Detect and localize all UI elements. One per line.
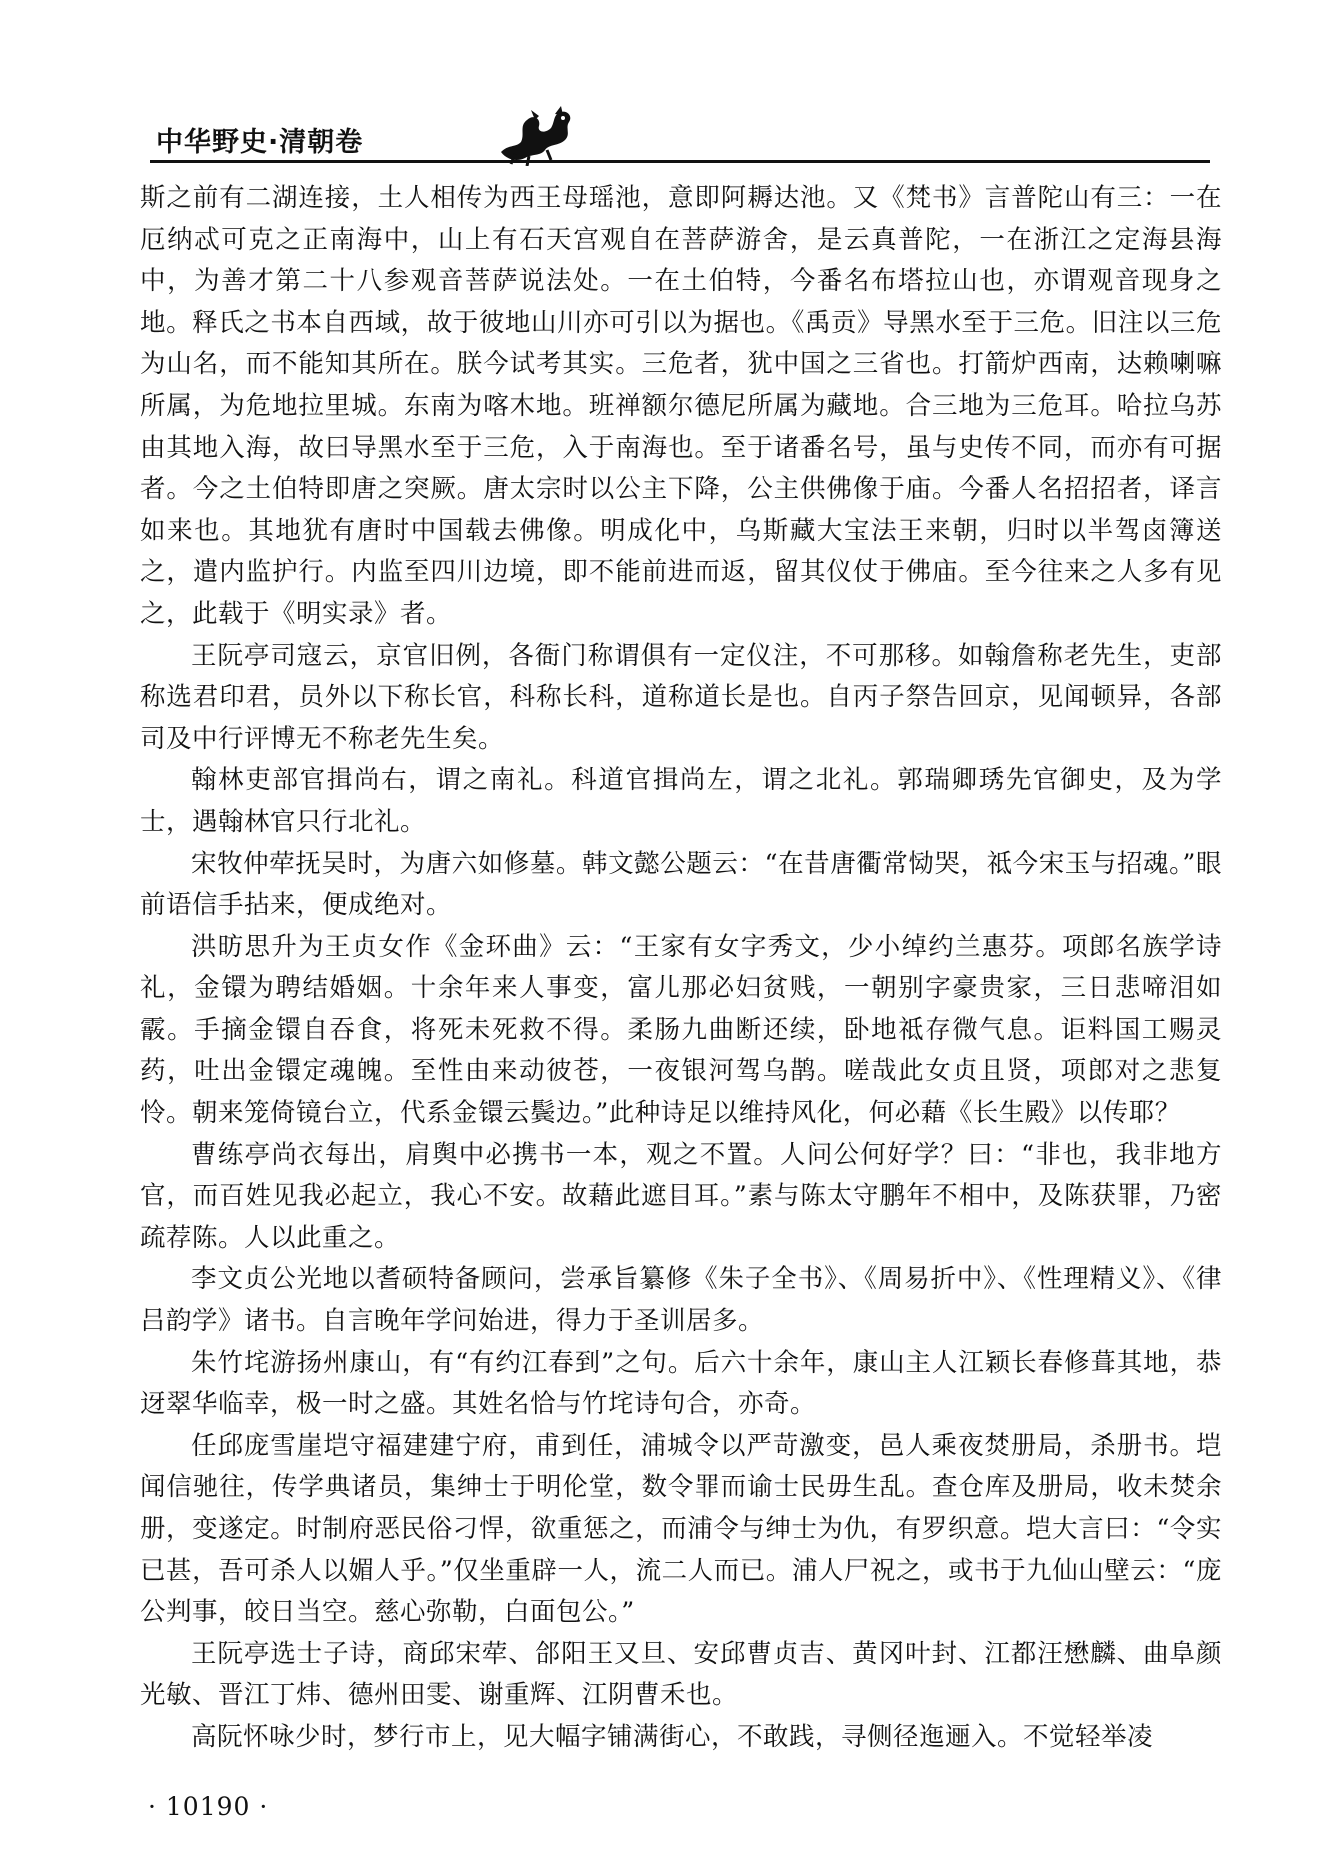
running-header bbox=[150, 110, 1210, 170]
paragraph: 曹练亭尚衣每出，肩舆中必携书一本，观之不置。人问公何好学？曰：“非也，我非地方官，而百姓见我必起立，我心不安。故藉此遮目耳。”素与陈太守鹏年不相中，及陈获罪，乃密疏荐陈。人以此重之。 bbox=[140, 1139, 1222, 1253]
page-number: · 10190 · bbox=[148, 1792, 269, 1821]
paragraph: 斯之前有二湖连接，土人相传为西王母瑶池，意即阿耨达池。又《梵书》言普陀山有三：一在厄纳忒可克之正南海中，山上有石天宫观自在菩萨游舍，是云真普陀，一在浙江之定海县海中，为善才第二十八参观音菩萨说法处。一在土伯特，今番名布塔拉山也，亦谓观音现身之地。释氏之书本自西域，故于彼地山川亦可引以为据也。《禹贡》导黑水至于三危。旧注以三危为山名，而不能知其所在。朕今试考其实。三危者，犹中国之三省也。打箭炉西南，达赖喇嘛所属，为危地拉里城。东南为喀木地。班禅额尔德尼所属为藏地。合三地为三危耳。哈拉乌苏由其地入海，故曰导黑水至于三危，入于南海也。至于诸番名号，虽与史传不同，而亦有可据者。今之土伯特即唐之突厥。唐太宗时以公主下降，公主供佛像于庙。今番人名招招者，译言如来也。其地犹有唐时中国载去佛像。明成化中，乌斯藏大宝法王来朝，归时以半驾卤簿送之，遣内监护行。内监至四川边境，即不能前进而返，留其仪仗于佛庙。至今往来之人多有见之，此载于《明实录》者。 bbox=[140, 183, 1222, 629]
dragon-emblem-icon bbox=[495, 104, 579, 166]
header-rule bbox=[150, 160, 1210, 163]
paragraph: 任邱庞雪崖垲守福建建宁府，甫到任，浦城令以严苛激变，邑人乘夜焚册局，杀册书。垲闻信驰往，传学典诸员，集绅士于明伦堂，数令罪而谕士民毋生乱。查仓库及册局，收未焚余册，变遂定。时制府恶民俗刁悍，欲重惩之，而浦令与绅士为仇，有罗织意。垲大言曰：“令实已甚，吾可杀人以媚人乎。”仅坐重辟一人，流二人而已。浦人尸祝之，或书于九仙山壁云：“庞公判事，皎日当空。慈心弥勒，白面包公。” bbox=[140, 1430, 1222, 1628]
paragraph: 李文贞公光地以耆硕特备顾问，尝承旨纂修《朱子全书》、《周易折中》、《性理精义》、《律吕韵学》诸书。自言晚年学问始进，得力于圣训居多。 bbox=[140, 1264, 1222, 1337]
paragraph: 朱竹垞游扬州康山，有“有约江春到”之句。后六十余年，康山主人江颖长春修葺其地，恭迓翠华临幸，极一时之盛。其姓名恰与竹垞诗句合，亦奇。 bbox=[140, 1347, 1222, 1420]
paragraph: 翰林吏部官揖尚右，谓之南礼。科道官揖尚左，谓之北礼。郭瑞卿琇先官御史，及为学士，遇翰林官只行北礼。 bbox=[140, 765, 1222, 837]
paragraph: 高阮怀咏少时，梦行市上，见大幅字铺满街心，不敢践，寻侧径迤逦入。不觉轻举凌 bbox=[191, 1721, 1154, 1752]
page-body bbox=[140, 178, 1222, 1759]
book-title: 中华野史·清朝卷 bbox=[156, 127, 364, 158]
paragraph: 王阮亭选士子诗，商邱宋荦、郃阳王又旦、安邱曹贞吉、黄冈叶封、江都汪懋麟、曲阜颜光敏、晋江丁炜、德州田雯、谢重辉、江阴曹禾也。 bbox=[140, 1638, 1222, 1711]
paragraph: 宋牧仲荦抚吴时，为唐六如修墓。韩文懿公题云：“在昔唐衢常恸哭，祗今宋玉与招魂。”眼前语信手拈来，便成绝对。 bbox=[140, 848, 1222, 921]
paragraph: 洪昉思升为王贞女作《金环曲》云：“王家有女字秀文，少小绰约兰惠芬。项郎名族学诗礼，金镮为聘结婚姻。十余年来人事变，富儿那必妇贫贱，一朝别字豪贵家，三日悲啼泪如霰。手摘金镮自吞食，将死未死救不得。柔肠九曲断还续，卧地祗存微气息。讵料国工赐灵药，吐出金镮定魂魄。至性由来动彼苍，一夜银河驾乌鹊。嗟哉此女贞且贤，项郎对之悲复怜。朝来笼倚镜台立，代系金镮云鬓边。”此种诗足以维持风化，何必藉《长生殿》以传耶？ bbox=[140, 931, 1222, 1129]
paragraph: 王阮亭司寇云，京官旧例，各衙门称谓俱有一定仪注，不可那移。如翰詹称老先生，吏部称选君印君，员外以下称长官，科称长科，道称道长是也。自丙子祭告回京，见闻顿异，各部司及中行评博无不称老先生矣。 bbox=[140, 640, 1222, 754]
